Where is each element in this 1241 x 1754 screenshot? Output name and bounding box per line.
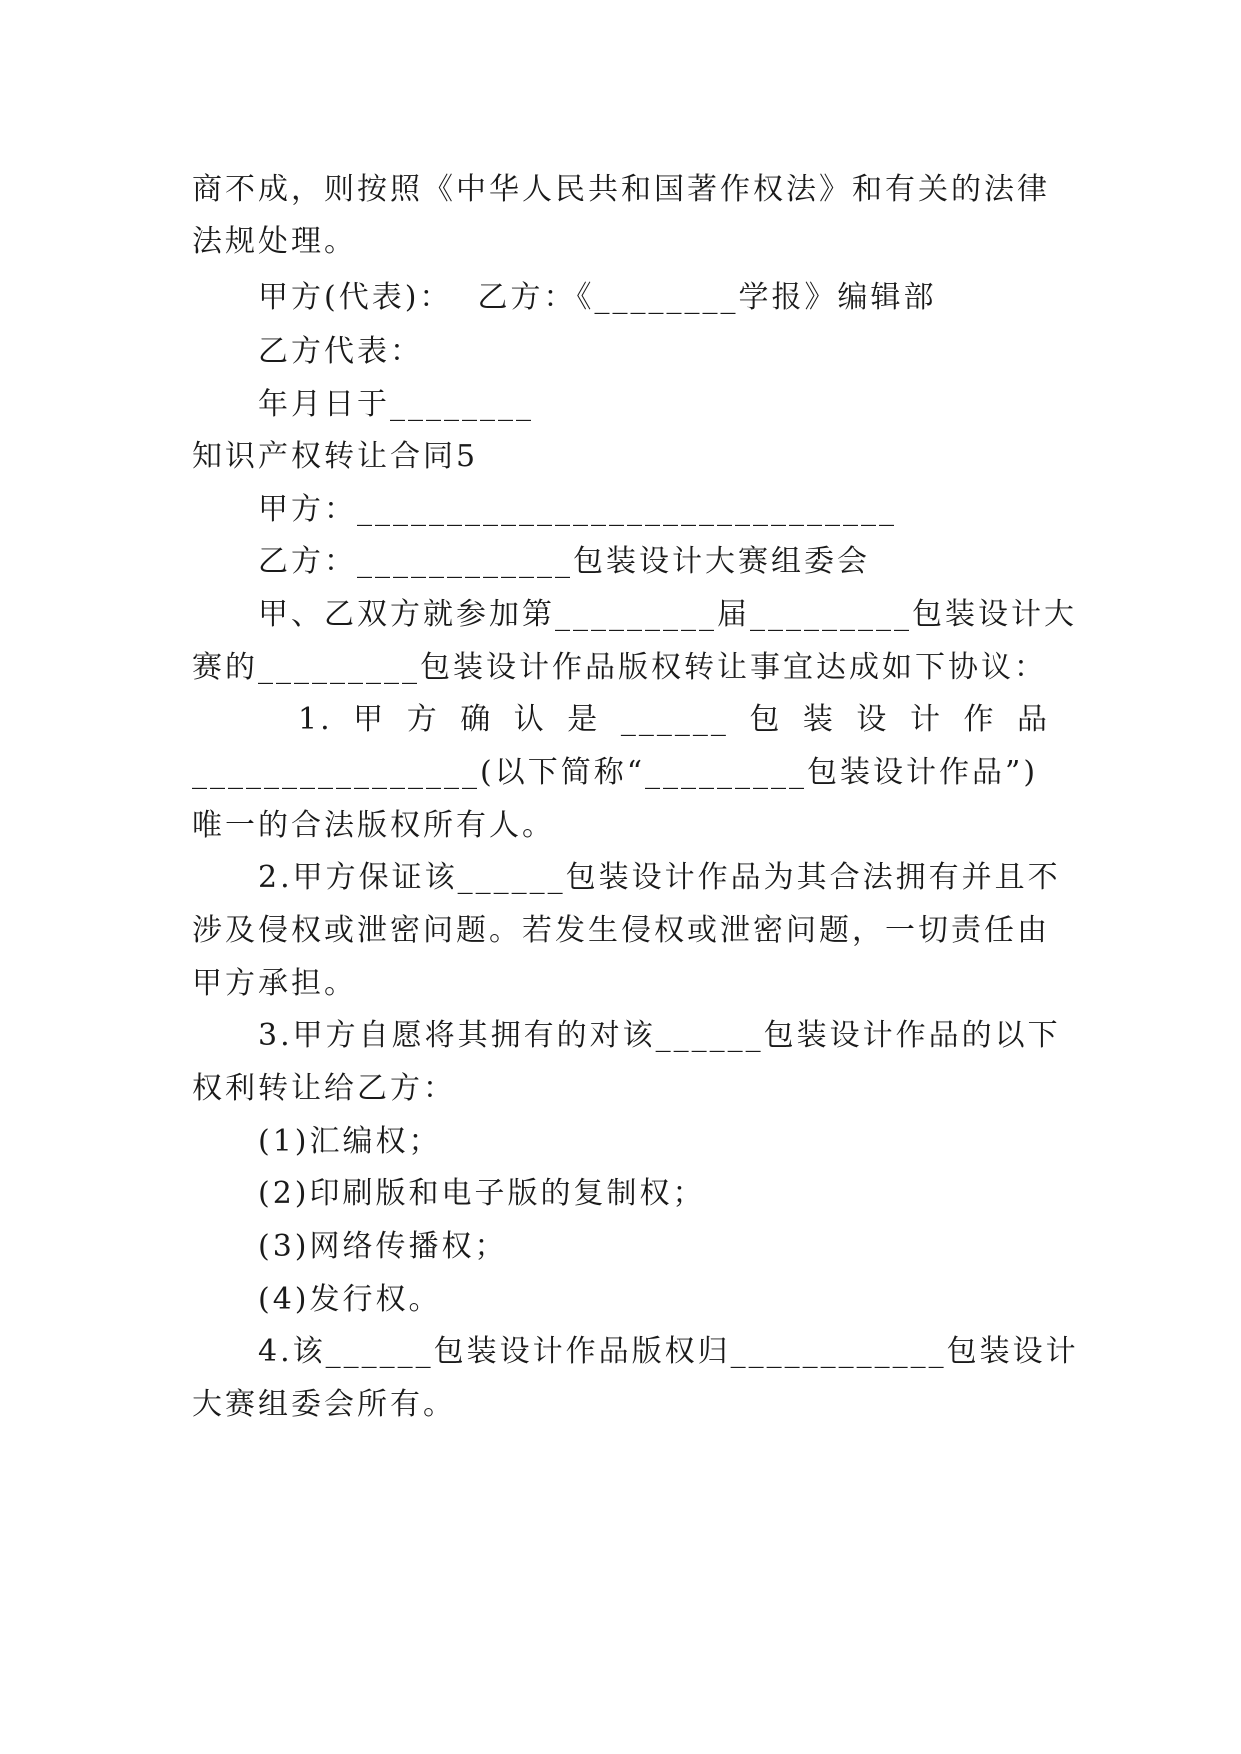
clause-4-line: 4.该______包装设计作品版权归____________包装设计	[258, 1334, 1079, 1369]
clause-token: 确	[460, 702, 494, 737]
paragraph-line: 唯一的合法版权所有人。	[192, 808, 555, 843]
signature-parties-line: 甲方(代表)： 乙方：《________学报》编辑部	[258, 280, 937, 315]
clause-token: 1.	[298, 702, 333, 737]
clause-token: 认	[513, 702, 547, 737]
clause-token: 品	[1017, 702, 1050, 737]
paragraph-line: 涉及侵权或泄密问题。若发生侵权或泄密问题，一切责任由	[192, 913, 1050, 948]
clause-token: 甲	[353, 702, 387, 737]
paragraph-line: ________________(以下简称“_________包装设计作品”)	[192, 755, 1039, 790]
preamble-line: 赛的_________包装设计作品版权转让事宜达成如下协议：	[192, 650, 1047, 685]
paragraph-line: 商不成，则按照《中华人民共和国著作权法》和有关的法律	[192, 172, 1050, 207]
clause-token: 包	[749, 702, 783, 737]
clause-token: 是	[567, 702, 601, 737]
paragraph-line: 大赛组委会所有。	[192, 1387, 456, 1422]
clause-1-line	[298, 690, 1050, 750]
preamble-line: 甲、乙双方就参加第_________届_________包装设计大	[258, 597, 1077, 632]
party-b-line: 乙方：____________包装设计大赛组委会	[258, 544, 870, 579]
clause-token: 装	[802, 702, 836, 737]
party-a-line: 甲方：______________________________	[258, 492, 897, 527]
rights-item: (1)汇编权；	[258, 1124, 442, 1159]
rights-item: (2)印刷版和电子版的复制权；	[258, 1176, 706, 1211]
party-b-representative-line: 乙方代表：	[258, 334, 423, 369]
clause-token: 设	[856, 702, 890, 737]
paragraph-line: 法规处理。	[192, 224, 357, 259]
rights-item: (4)发行权。	[258, 1282, 442, 1317]
paragraph-line: 甲方承担。	[192, 966, 357, 1001]
clause-2-line: 2.甲方保证该______包装设计作品为其合法拥有并且不	[258, 860, 1061, 895]
contract-title: 知识产权转让合同5	[192, 439, 479, 474]
clause-3-line: 3.甲方自愿将其拥有的对该______包装设计作品的以下	[258, 1018, 1061, 1053]
date-place-line: 年月日于________	[258, 387, 534, 422]
rights-item: (3)网络传播权；	[258, 1229, 508, 1264]
clause-blank: ______	[620, 702, 729, 737]
paragraph-line: 权利转让给乙方：	[192, 1071, 456, 1106]
clause-token: 作	[963, 702, 997, 737]
clause-token: 方	[406, 702, 440, 737]
clause-token: 计	[909, 702, 943, 737]
